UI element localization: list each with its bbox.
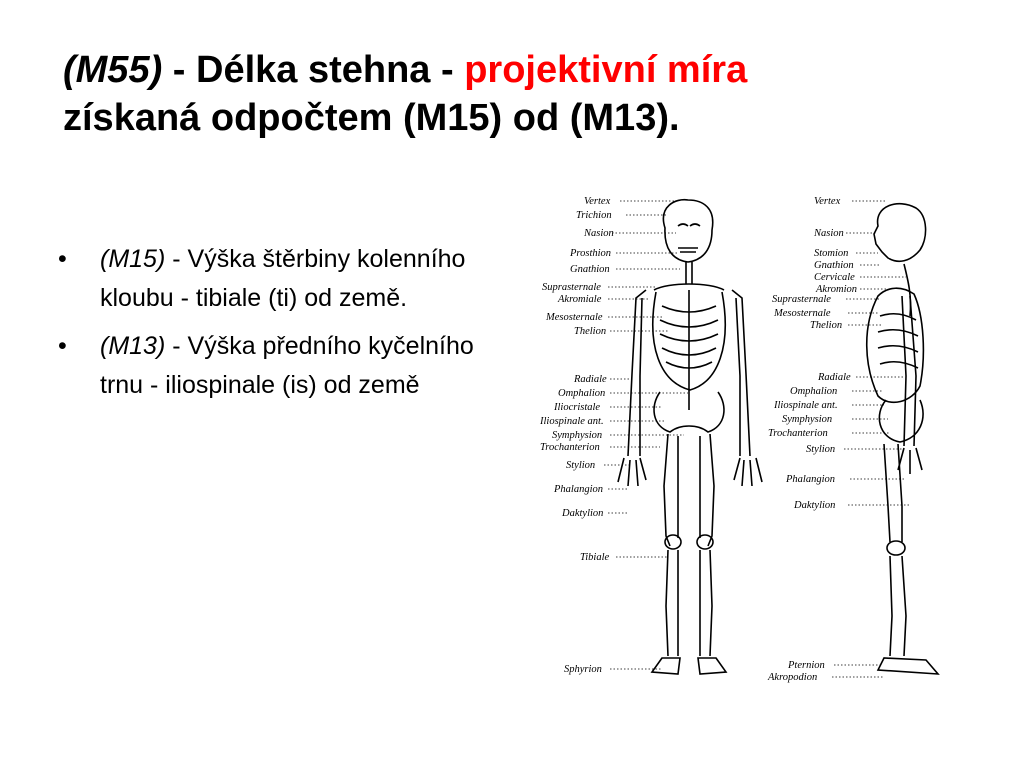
label-side-trochanterion: Trochanterion [768,428,828,439]
label-side-phalangion: Phalangion [786,474,835,485]
label-side-pternion: Pternion [788,660,825,671]
label-side-stylion: Stylion [806,444,836,455]
label-thelion: Thelion [574,326,607,337]
bullet-marker: • [58,332,67,360]
label-side-symphysion: Symphysion [782,414,833,425]
label-side-thelion: Thelion [810,320,843,331]
label-side-gnathion: Gnathion [814,260,854,271]
title-code: (M55) [63,49,163,91]
bullet-marker: • [58,245,67,273]
bullet-list [58,240,498,414]
side-skeleton-drawing [867,204,938,674]
label-omphalion: Omphalion [558,388,606,399]
label-vertex: Vertex [584,196,611,207]
label-side-stomion: Stomion [814,248,849,259]
label-side-radiale: Radiale [818,372,851,383]
bullet-text: - Výška předního kyčelního trnu - iliospinale (is) od země [100,332,474,399]
label-mesosternale: Mesosternale [546,312,603,323]
bullet-item-m15 [58,240,498,318]
label-stylion: Stylion [566,460,596,471]
anthropometric-figure [528,186,978,696]
label-gnathion: Gnathion [570,264,610,275]
label-nasion: Nasion [584,228,614,239]
label-suprasternale: Suprasternale [542,282,601,293]
label-symphysion: Symphysion [552,430,603,441]
label-side-cervicale: Cervicale [814,272,855,283]
label-side-omphalion: Omphalion [790,386,838,397]
bullet-code: (M13) [100,332,166,360]
label-side-nasion: Nasion [814,228,844,239]
label-side-iliospinale: Iliospinale ant. [774,400,838,411]
skeleton-diagram [528,186,978,696]
bullet-item-m13 [58,327,498,405]
label-sphyrion: Sphyrion [564,664,602,675]
title-line2: získaná odpočtem (M15) od (M13). [63,97,680,139]
label-iliocristale: Iliocristale [554,402,601,413]
label-side-suprasternale: Suprasternale [772,294,831,305]
label-prosthion: Prosthion [570,248,612,259]
label-radiale: Radiale [574,374,607,385]
label-phalangion: Phalangion [554,484,603,495]
bullet-text: - Výška štěrbiny kolenního kloubu - tibiale (ti) od země. [100,245,466,312]
label-tibiale: Tibiale [580,552,610,563]
leader-lines [604,201,910,677]
slide-title [63,46,963,142]
title-separator: - Délka stehna - [162,49,465,91]
label-iliospinale: Iliospinale ant. [540,416,604,427]
bullet-code: (M15) [100,245,166,273]
label-trochanterion: Trochanterion [540,442,600,453]
label-side-vertex: Vertex [814,196,841,207]
label-akromiale: Akromiale [558,294,602,305]
label-daktylion: Daktylion [562,508,604,519]
side-landmark-labels [767,196,857,683]
label-side-akropodion: Akropodion [768,672,818,683]
label-side-akromion: Akromion [816,284,858,295]
front-skeleton-drawing [618,200,762,674]
label-side-daktylion: Daktylion [794,500,836,511]
label-trichion: Trichion [576,210,612,221]
front-landmark-labels [539,196,614,675]
title-highlight: projektivní míra [464,49,748,91]
label-side-mesosternale: Mesosternale [774,308,831,319]
